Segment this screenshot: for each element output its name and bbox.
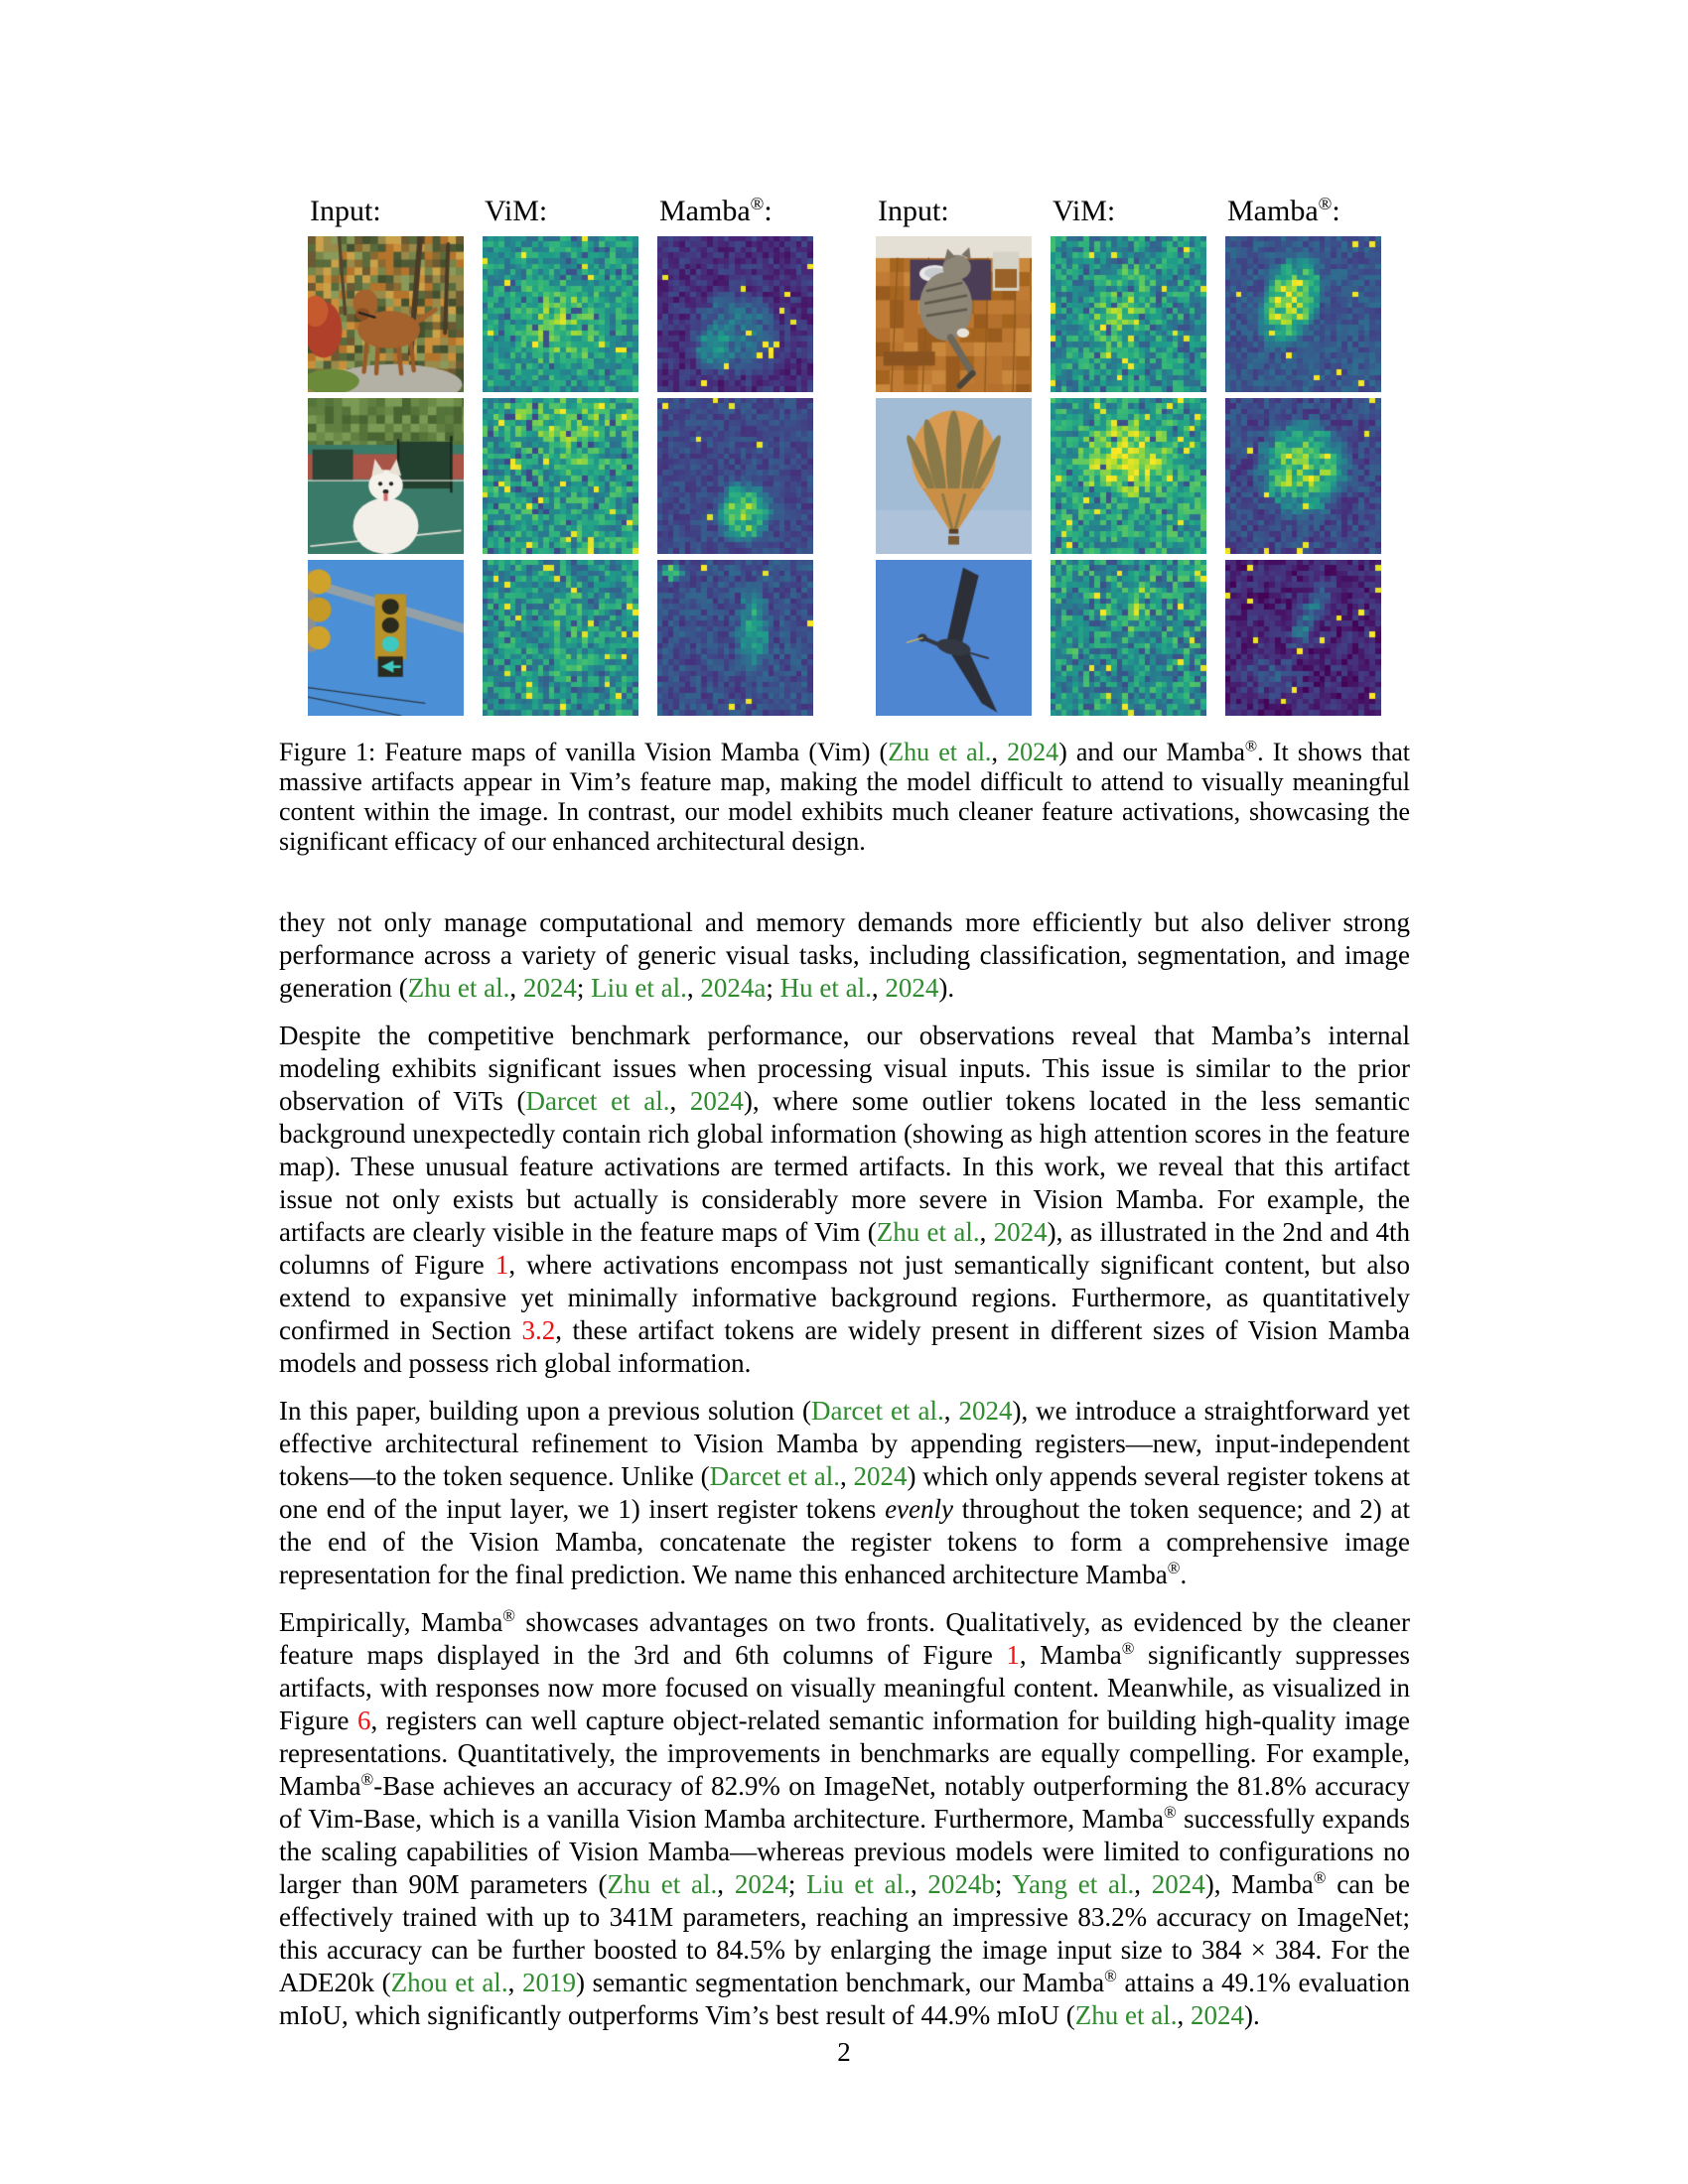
registered-mark: ® [1104,1967,1117,1985]
citation-link[interactable]: Yang et al. [1012,1869,1135,1899]
text-run: , [979,1217,994,1247]
col-header-vim-right [1051,196,1206,227]
text-run: , [943,1396,959,1426]
citation-link[interactable]: 2024 [1190,2000,1244,2030]
text-run: : [1332,195,1340,227]
citation-link[interactable]: 2024b [927,1869,995,1899]
figure-1 [279,196,1410,857]
text-run: : [764,195,773,227]
text-run: Mamba [1227,195,1319,227]
text-run: ViM: [1053,195,1116,227]
ref-link[interactable]: 1 [1006,1640,1020,1670]
text-run: , [991,738,1008,766]
registered-mark: ® [1163,1803,1177,1822]
text-run: Input: [878,195,949,227]
text-run: evenly [885,1494,953,1524]
mamba-feature-map-traffic-light [657,560,813,716]
text-run: , where activations encompass not just semantically significant content, but also extend to expansive yet minimally informative background regions. Furthermore, as quantitatively confirmed in Section [279,1250,1410,1345]
text-run: ). [938,973,955,1003]
citation-link[interactable]: 2024 [1151,1869,1205,1899]
text-run: significantly suppresses artifacts, with responses now more focused on visually meaningful content. Meanwhile, as visualized in Figure [279,1640,1410,1735]
figure-column-headers-right [876,196,1381,227]
text-run: throughout the token sequence; and 2) at the end of the Vision Mamba, concatenate the register tokens to form a comprehensive image representation for the final prediction. We name this enhanced architecture Mamba [279,1494,1410,1589]
text-run: , [1177,2000,1191,2030]
text-run: -Base achieves an accuracy of 82.9% on ImageNet, notably outperforming the 81.8% accuracy of Vim-Base, which is a vanilla Vision Mamba architecture. Furthermore, Mamba [279,1771,1410,1834]
citation-link[interactable]: Hu et al. [779,973,872,1003]
text-run: ) which only appends several register tokens at one end of the input layer, we 1) insert register tokens [279,1461,1411,1524]
text-run: Input: [310,195,381,227]
citation-link[interactable]: Zhou et al. [390,1968,508,1997]
text-run: attains a 49.1% evaluation mIoU, which significantly outperforms Vim’s best result of 44.9% mIoU ( [279,1968,1411,2030]
ref-link[interactable]: 1 [494,1250,509,1280]
text-run: , [717,1869,735,1899]
text-run: , [910,1869,928,1899]
text-run: , registers can well capture object-related semantic information for building high-quality image representations. Quantitatively, the improvements in benchmarks are equally compelling. For example, Mamba [279,1706,1410,1801]
text-run: ; [766,973,780,1003]
col-header-mamba-left [657,196,813,227]
input-photo-cat-floor [876,236,1032,392]
registered-mark: ® [1167,1559,1181,1577]
text-run: successfully expands the scaling capabilities of Vision Mamba—whereas previous models were limited to configurations no larger than 90M parameters ( [279,1804,1410,1899]
figure-grid [279,196,1410,716]
text-run: In this paper, building upon a previous solution ( [279,1396,812,1426]
paragraph [279,1606,1410,2032]
input-photo-tennis-dog [308,398,464,554]
text-run: . It shows that massive artifacts appear in Vim’s feature map, making the model difficult to attend to visually meaningful content within the image. In contrast, our model exhibits much cleaner feature activations, showcasing the significant efficacy of our enhanced architectural design. [279,738,1410,856]
mamba-feature-map-balloon [1225,398,1381,554]
vim-feature-map-dog [483,236,638,392]
text-run: ), where some outlier tokens located in the less semantic background unexpectedly contain rich global information (showing as high attention scores in the feature map). These unusual feature activations are termed artifacts. In this work, we reveal that this artifact issue not only exists but actually is considerably more severe in Vision Mamba. For example, the artifacts are clearly visible in the feature maps of Vim ( [279,1086,1410,1247]
page-content [279,0,1410,2047]
figure-tiles-right [876,236,1381,716]
col-header-input-left [308,196,464,227]
text-run: , [507,1968,522,1997]
registered-mark: ® [750,194,765,213]
input-photo-traffic-light [308,560,464,716]
mamba-feature-map-dog [657,236,813,392]
paragraph [279,906,1410,1005]
citation-link[interactable]: 2024 [993,1217,1048,1247]
mamba-feature-map-bird [1225,560,1381,716]
citation-link[interactable]: 2024 [522,973,577,1003]
figure-tiles-left [308,236,813,716]
text-run: ), we introduce a straightforward yet effective architectural refinement to Vision Mamba by appending registers—new, input-independent tokens—to the token sequence. Unlike ( [279,1396,1411,1491]
paragraph [279,1020,1410,1380]
citation-link[interactable]: Liu et al. [806,1869,911,1899]
page-number: 2 [837,2037,851,2067]
text-run: ; [787,1869,807,1899]
body-text [279,906,1410,2032]
citation-link[interactable]: 2019 [521,1968,576,1997]
vim-feature-map-bird [1051,560,1206,716]
input-photo-bird [876,560,1032,716]
text-run: ) and our Mamba [1058,738,1245,766]
citation-link[interactable]: 2024 [885,973,939,1003]
paragraph [279,1395,1410,1591]
text-run: , [839,1461,854,1491]
text-run: ), Mamba [1204,1869,1314,1899]
text-run: Mamba [659,195,751,227]
citation-link[interactable]: 2024 [1007,738,1059,766]
text-run: can be effectively trained with up to 341M parameters, reaching an impressive 83.2% accuracy on ImageNet; this accuracy can be further boosted to 84.5% by enlarging the image input size to 384 × 384. For the ADE20k ( [279,1869,1411,1997]
text-run: Despite the competitive benchmark performance, our observations reveal that Mamba’s internal modeling exhibits significant issues when processing visual inputs. This issue is similar to the prior observation of ViTs ( [279,1021,1410,1116]
citation-link[interactable]: 2024 [958,1396,1013,1426]
citation-link[interactable]: Zhu et al. [876,1217,980,1247]
input-photo-balloon [876,398,1032,554]
citation-link[interactable]: Liu et al. [591,973,687,1003]
text-run: ; [994,1869,1013,1899]
col-header-mamba-right [1225,196,1381,227]
col-header-vim-left [483,196,638,227]
registered-mark: ® [1244,738,1258,755]
text-run: they not only manage computational and memory demands more efficiently but also deliver strong performance across a variety of generic visual tasks, including classification, segmentation, and image generation ( [279,907,1410,1003]
citation-link[interactable]: 2024 [853,1461,908,1491]
ref-link[interactable]: 6 [357,1706,371,1735]
text-run: , [509,973,523,1003]
text-run: . [1180,1560,1188,1589]
vim-feature-map-tennis-dog [483,398,638,554]
text-run: Figure 1: Feature maps of vanilla Vision Mamba (Vim) ( [279,738,889,766]
text-run: ; [576,973,592,1003]
vim-feature-map-cat [1051,236,1206,392]
text-run: ViM: [485,195,548,227]
registered-mark: ® [1313,1868,1327,1887]
input-photo-dog-forest [308,236,464,392]
figure-group-left [308,196,813,716]
citation-link[interactable]: Zhu et al. [1074,2000,1178,2030]
citation-link[interactable]: 2024 [689,1086,744,1116]
text-run: ), as illustrated in the 2nd and 4th columns of Figure [279,1217,1411,1280]
text-run: , these artifact tokens are widely present in different sizes of Vision Mamba models and possess rich global information. [279,1315,1410,1378]
figure-column-headers-left [308,196,813,227]
registered-mark: ® [1318,194,1333,213]
citation-link[interactable]: Darcet et al. [709,1461,840,1491]
citation-link[interactable]: Zhu et al. [888,738,992,766]
text-run: showcases advantages on two fronts. Qualitatively, as evidenced by the cleaner feature maps displayed in the 3rd and 6th columns of Figure [279,1607,1410,1670]
vim-feature-map-traffic-light [483,560,638,716]
mamba-feature-map-tennis-dog [657,398,813,554]
text-run: ) semantic segmentation benchmark, our Mamba [575,1968,1105,1997]
ref-link[interactable]: 3.2 [521,1315,556,1345]
registered-mark: ® [360,1770,374,1789]
registered-mark: ® [502,1606,516,1625]
citation-link[interactable]: 2024 [734,1869,788,1899]
text-run: ). [1243,2000,1260,2030]
text-run: , [1134,1869,1152,1899]
figure-caption [279,738,1410,857]
figure-group-right [876,196,1381,716]
citation-link[interactable]: Darcet et al. [525,1086,670,1116]
citation-link[interactable]: Darcet et al. [811,1396,944,1426]
col-header-input-right [876,196,1032,227]
text-run: , [871,973,886,1003]
vim-feature-map-balloon [1051,398,1206,554]
text-run: Empirically, Mamba [279,1607,503,1637]
text-run: , [669,1086,690,1116]
text-run: , Mamba [1019,1640,1122,1670]
registered-mark: ® [1121,1639,1135,1658]
text-run: , [686,973,701,1003]
citation-link[interactable]: Zhu et al. [607,1869,718,1899]
mamba-feature-map-cat [1225,236,1381,392]
citation-link[interactable]: 2024a [700,973,767,1003]
citation-link[interactable]: Zhu et al. [407,973,510,1003]
